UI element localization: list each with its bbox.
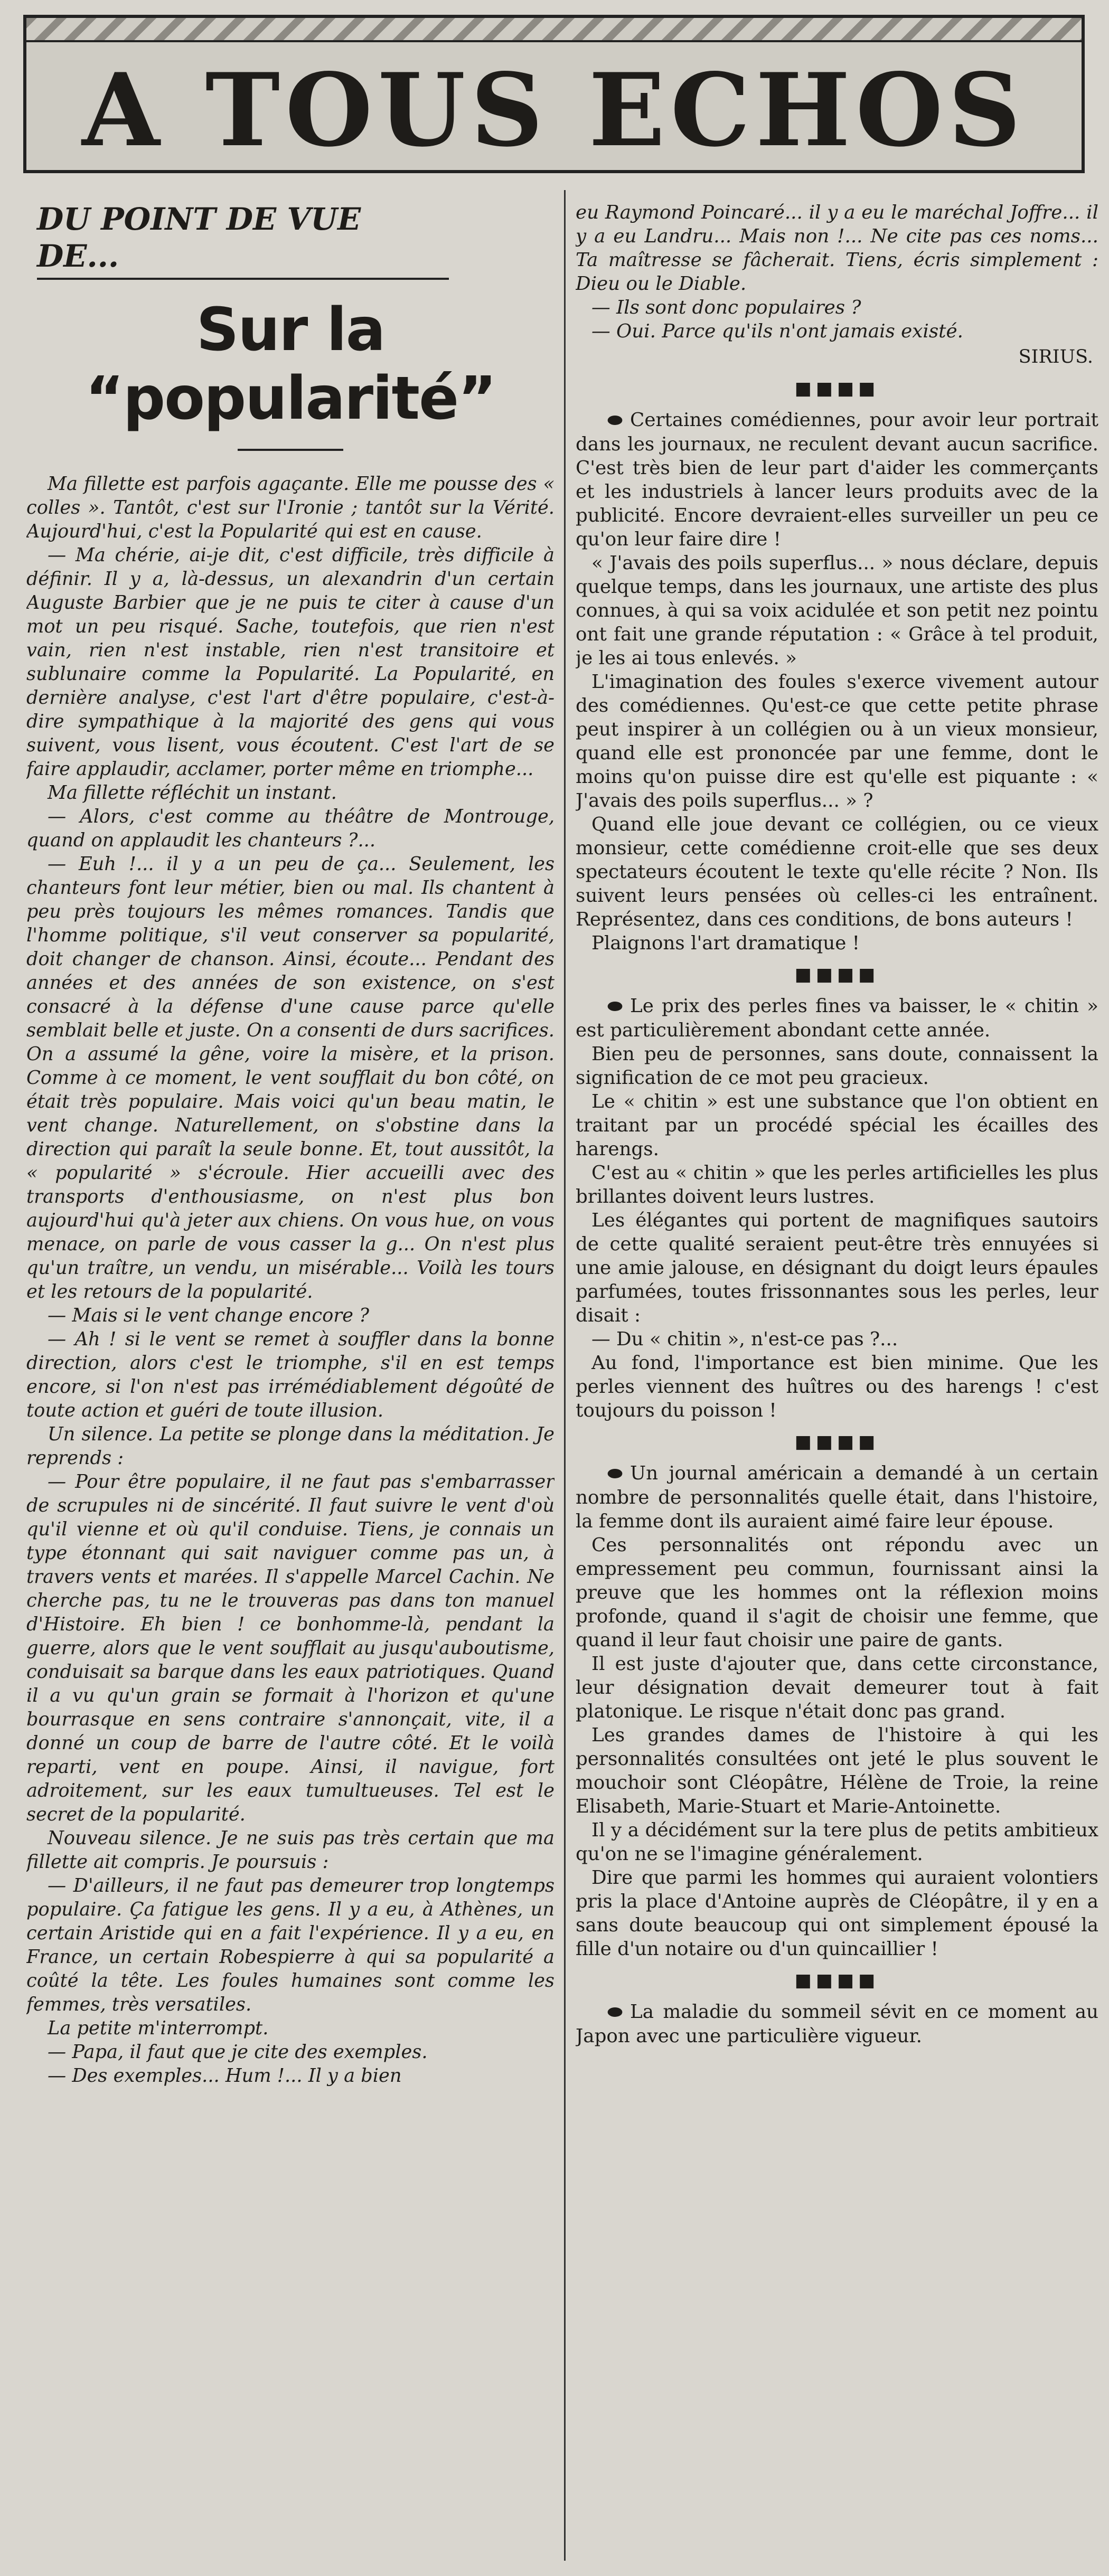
article-paragraph: — Alors, c'est comme au théâtre de Montrouge, quand on applaudit les chanteurs ?...	[26, 806, 554, 851]
echo-paragraph: ⬬ Un journal américain a demandé à un certain nombre de personnalités quelle était, dans l'histoire, la femme dont ils auraient aimé faire leur épouse.	[576, 1462, 1098, 1532]
continuation-paragraph: eu Raymond Poincaré... il y a eu le maréchal Joffre... il y a eu Landru... Mais non !... Ne cite pas ces noms... Ta maîtresse se fâcherait. Tiens, écris simplement : Dieu ou le Diable.	[576, 202, 1098, 295]
headline-rule	[238, 449, 343, 451]
echo-item	[576, 994, 1098, 1422]
echo-paragraph: Le « chitin » est une substance que l'on obtient en traitant par un procédé spécial les écailles des harengs.	[576, 1091, 1098, 1160]
echo-paragraph: Les élégantes qui portent de magnifiques sautoirs de cette qualité seraient peut-être très ennuyées si une amie jalouse, en désignant du doigt leurs épaules parfumées, toutes frissonnantes sous les perles, leur disait :	[576, 1210, 1098, 1326]
echo-paragraph: « J'avais des poils superflus... » nous déclare, depuis quelque temps, dans les journaux, une artiste des plus connues, à qui sa voix acidulée et son petit nez pointu ont fait une grande réputation : « Grâce à tel produit, je les ai tous enlevés. »	[576, 552, 1098, 669]
header-banner	[23, 15, 1085, 173]
separator: ■■■■	[794, 378, 880, 399]
article-paragraph: — Ah ! si le vent se remet à souffler dans la bonne direction, alors c'est le triomphe, s'il en est temps encore, si l'on n'est pas irrémédiablement dégoûté de toute action et guéri de toute illusion.	[26, 1328, 554, 1421]
right-column	[576, 201, 1098, 2561]
article-paragraph: — Pour être populaire, il ne faut pas s'embarrasser de scrupules ni de sincérité. Il faut suivre le vent d'où qu'il vienne et où qu'il conduise. Tiens, je connais un type étonnant qui sait naviguer comme pas un, à travers vents et marées. Il s'appelle Marcel Cachin. Ne cherche pas, tu ne le trouveras pas dans ton manuel d'Histoire. Eh bien ! ce bonhomme-là, pendant la guerre, alors que le vent soufflait au jusqu'auboutisme, conduisait sa barque dans les eaux patriotiques. Quand il a vu qu'un grain se formait à l'horizon et qu'une bourrasque en sens contraire s'annonçait, vite, il a donné un coup de barre de l'autre côté. Et le voilà reparti, vent en poupe. Ainsi, il navigue, fort adroitement, sur les eaux tumultueuses. Tel est le secret de la popularité.	[26, 1471, 554, 1825]
article-paragraph: — Des exemples... Hum !... Il y a bien	[48, 2065, 402, 2087]
article-paragraph: Ma fillette est parfois agaçante. Elle me pousse des « colles ». Tantôt, c'est sur l'Ironie ; tantôt sur la Vérité. Aujourd'hui, c'est la Popularité qui est en cause.	[26, 473, 554, 542]
echo-paragraph: ⬬ Certaines comédiennes, pour avoir leur portrait dans les journaux, ne reculent devant aucun sacrifice. C'est très bien de leur part d'aider les commerçants et les industriels à lancer leurs produits avec de la publicité. Encore devraient-elles surveiller un peu ce qu'on leur faire dire !	[576, 409, 1098, 550]
separator: ■■■■	[794, 1970, 880, 1991]
echo-paragraph: L'imagination des foules s'exerce vivement autour des comédiennes. Qu'est-ce que cette petite phrase peut inspirer à un collégien ou à un vieux monsieur, quand elle est prononcée par une femme, dont le moins qu'on puisse dire est qu'elle est piquante : « J'avais des poils superflus... » ?	[576, 671, 1098, 812]
article-paragraph: La petite m'interrompt.	[48, 2017, 269, 2039]
echo-paragraph: Les grandes dames de l'histoire à qui les personnalités consultées ont jeté le plus souvent le mouchoir sont Cléopâtre, Hélène de Troie, la reine Elisabeth, Marie-Stuart et Marie-Antoinette.	[576, 1724, 1098, 1817]
echo-item	[576, 408, 1098, 955]
echo-item	[576, 2000, 1098, 2048]
echo-paragraph: Quand elle joue devant ce collégien, ou ce vieux monsieur, cette comédienne croit-elle que ses deux spectateurs écoutent le texte qu'elle récite ? Non. Ils suivent leurs pensées où celles-ci les entraînent. Représentez, dans ces conditions, de bons auteurs !	[576, 814, 1098, 930]
article-paragraph: Ma fillette réfléchit un instant.	[48, 782, 337, 804]
bullet-icon: ⬬	[607, 2002, 623, 2023]
bullet-icon: ⬬	[607, 1463, 623, 1484]
column-divider	[564, 190, 566, 2561]
separator: ■■■■	[794, 1431, 880, 1452]
echo-paragraph: ⬬ Le prix des perles fines va baisser, le « chitin » est particulièrement abondant cette année.	[576, 995, 1098, 1041]
echo-paragraph: Il est juste d'ajouter que, dans cette circonstance, leur désignation devait demeurer tout à fait platonique. Le risque n'était donc pas grand.	[576, 1653, 1098, 1722]
echo-paragraph: Bien peu de personnes, sans doute, connaissent la signification de ce mot peu gracieux.	[576, 1043, 1098, 1089]
echo-paragraph: Au fond, l'importance est bien minime. Que les perles viennent des huîtres ou des harengs ! c'est toujours du poisson !	[576, 1352, 1098, 1421]
rubric-title: DU POINT DE VUE DE...	[37, 201, 449, 280]
continuation-paragraph: — Ils sont donc populaires ?	[591, 297, 861, 318]
article-paragraph: Nouveau silence. Je ne suis pas très certain que ma fillette ait compris. Je poursuis :	[26, 1827, 554, 1873]
article-paragraph: — Euh !... il y a un peu de ça... Seulement, les chanteurs font leur métier, bien ou mal. Ils chantent à peu près toujours les mêmes romances. Tandis que l'homme politique, s'il veut conserver sa popularité, doit changer de chanson. Ainsi, écoute... Pendant des années et des années de son existence, on s'est consacré à la défense d'une cause parce qu'elle semblait belle et juste. On a consenti de durs sacrifices. On a assumé la gêne, voire la misère, et la prison. Comme à ce moment, le vent soufflait du bon côté, on était très populaire. Mais voici qu'un beau matin, le vent change. Naturellement, on s'obstine dans la direction qui paraît la seule bonne. Et, tout aussitôt, la « popularité » s'écroule. Hier accueilli avec des transports d'enthousiasme, on n'est plus bon aujourd'hui qu'à jeter aux chiens. On vous hue, on vous menace, on parle de vous casser la g... On n'est plus qu'un traître, un vendu, un misérable... Voilà les tours et les retours de la popularité.	[26, 853, 554, 1303]
page-title: A TOUS ECHOS	[82, 51, 1026, 169]
echo-item	[576, 1461, 1098, 1961]
echo-paragraph: Il y a décidément sur la tere plus de petits ambitieux qu'on ne se l'imagine généralement.	[576, 1819, 1098, 1865]
echo-paragraph: Plaignons l'art dramatique !	[591, 932, 860, 954]
echo-paragraph: Dire que parmi les hommes qui auraient volontiers pris la place d'Antoine auprès de Cléopâtre, il y en a sans doute beaucoup qui ont simplement épousé la fille d'un notaire ou d'un quincaillier !	[576, 1867, 1098, 1960]
article-paragraph: — Mais si le vent change encore ?	[48, 1305, 369, 1326]
article-headline: Sur la “popularité”	[85, 296, 496, 433]
article-body	[26, 472, 554, 2088]
echo-paragraph: — Du « chitin », n'est-ce pas ?...	[591, 1328, 898, 1350]
left-column	[26, 201, 554, 2561]
header-pattern	[26, 18, 1082, 42]
continuation-paragraph: — Oui. Parce qu'ils n'ont jamais existé.	[591, 320, 963, 342]
signature: SIRIUS.	[1018, 346, 1093, 367]
article-paragraph: — Papa, il faut que je cite des exemples.	[48, 2041, 428, 2063]
bullet-icon: ⬬	[607, 996, 623, 1017]
article-continuation	[576, 201, 1098, 369]
echo-paragraph: Ces personnalités ont répondu avec un empressement peu commun, fournissant ainsi la preuve que les hommes ont la réflexion moins profonde, quand il s'agit de choisir une femme, que quand il leur faut choisir une paire de gants.	[576, 1534, 1098, 1651]
echo-paragraph: C'est au « chitin » que les perles artificielles les plus brillantes doivent leurs lustres.	[576, 1162, 1098, 1207]
separator: ■■■■	[794, 964, 880, 985]
article-paragraph: — D'ailleurs, il ne faut pas demeurer trop longtemps populaire. Ça fatigue les gens. Il y a eu, à Athènes, un certain Aristide qui en a fait l'expérience. Il y a eu, en France, un certain Robespierre à qui sa popularité a coûté la tête. Les foules humaines sont comme les femmes, très versatiles.	[26, 1875, 554, 2015]
echo-paragraph: ⬬ La maladie du sommeil sévit en ce moment au Japon avec une particulière vigueur.	[576, 2001, 1098, 2047]
bullet-icon: ⬬	[607, 410, 623, 431]
article-paragraph: Un silence. La petite se plonge dans la méditation. Je reprends :	[26, 1423, 554, 1469]
article-paragraph: — Ma chérie, ai-je dit, c'est difficile, très difficile à définir. Il y a, là-dessus, un alexandrin d'un certain Auguste Barbier que je ne puis te citer à cause d'un mot un peu risqué. Sache, toutefois, que rien n'est vain, rien n'est instable, rien n'est transitoire et sublunaire comme la Popularité. La Popularité, en dernière analyse, c'est l'art d'être populaire, c'est-à-dire sympathique à la majorité des gens qui vous suivent, vous lisent, vous écoutent. C'est l'art de se faire applaudir, acclamer, porter même en triomphe...	[26, 544, 554, 780]
